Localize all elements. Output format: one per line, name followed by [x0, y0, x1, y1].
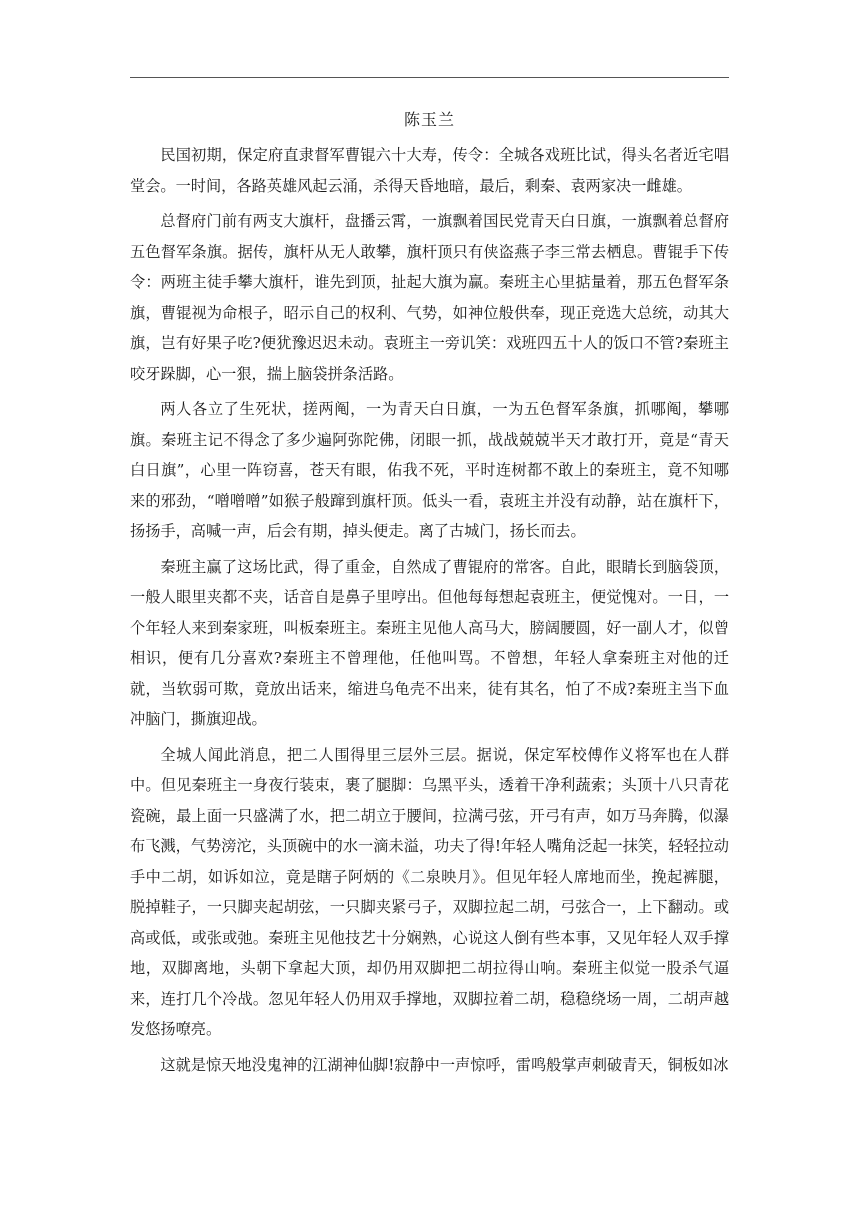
- header-divider: [130, 77, 729, 78]
- article-body: [130, 106, 729, 1085]
- article-title: 陈玉兰: [403, 110, 455, 129]
- paragraph-2: 总督府门前有两支大旗杆，盘播云霄，一旗飘着国民党青天白日旗，一旗飘着总督府五色督军条旗。据传，旗杆从无人敢攀，旗杆顶只有侠盗燕子李三常去栖息。曹锟手下传令：两班主徒手攀大旗杆，谁先到顶，扯起大旗为赢。秦班主心里掂量着，那五色督军条旗，曹锟视为命根子，昭示自己的权利、气势，如神位般供奉，现正竞选大总统，动其大旗，岂有好果子吃?便犹豫迟迟未动。袁班主一旁讥笑：戏班四五十人的饭口不管?秦班主咬牙跺脚，心一狠，揣上脑袋拼条活路。: [130, 212, 729, 383]
- paragraph-3: 两人各立了生死状，搓两阄，一为青天白日旗，一为五色督军条旗，抓哪阄，攀哪旗。秦班主记不得念了多少遍阿弥陀佛，闭眼一抓，战战兢兢半天才敢打开，竟是“青天白日旗”，心里一阵窃喜，苍天有眼，佑我不死，平时连树都不敢上的秦班主，竟不知哪来的邪劲，“噌噌噌”如猴子般蹿到旗杆顶。低头一看，袁班主并没有动静，站在旗杆下，扬扬手，高喊一声，后会有期，掉头便走。离了古城门，扬长而去。: [130, 400, 729, 540]
- paragraph-4: 秦班主赢了这场比武，得了重金，自然成了曹锟府的常客。自此，眼睛长到脑袋顶，一般人眼里夹都不夹，话音自是鼻子里哼出。但他每每想起袁班主，便觉愧对。一日，一个年轻人来到秦家班，叫板秦班主。秦班主见他人高马大，膀阔腰圆，好一副人才，似曾相识，便有几分喜欢?秦班主不曾理他，任他叫骂。不曾想，年轻人拿秦班主对他的迁就，当软弱可欺，竟放出话来，缩进乌龟壳不出来，徒有其名，怕了不成?秦班主当下血冲脑门，撕旗迎战。: [130, 557, 729, 728]
- paragraph-5: 全城人闻此消息，把二人围得里三层外三层。据说，保定军校傅作义将军也在人群中。但见秦班主一身夜行装束，裹了腿脚：乌黑平头，透着干净利蔬索；头顶十八只青花瓷碗，最上面一只盛满了水，把二胡立于腰间，拉满弓弦，开弓有声，如万马奔腾，似瀑布飞溅，气势滂沱，头顶碗中的水一滴未溢，功夫了得!年轻人嘴角泛起一抹笑，轻轻拉动手中二胡，如诉如泣，竟是瞎子阿炳的《二泉映月》。但见年轻人席地而坐，挽起裤腿，脱掉鞋子，一只脚夹起胡弦，一只脚夹紧弓子，双脚拉起二胡，弓弦合一，上下翻动。或高或低，或张或弛。秦班主见他技艺十分娴熟，心说这人倒有些本事，又见年轻人双手撑地，双脚离地，头朝下拿起大顶，却仍用双脚把二胡拉得山响。秦班主似觉一股杀气逼来，连打几个冷战。忽见年轻人仍用双手撑地，双脚拉着二胡，稳稳绕场一周，二胡声越发悠扬嘹亮。: [130, 745, 729, 1038]
- paragraph-6: 这就是惊天地没鬼神的江湖神仙脚!寂静中一声惊呼，雷鸣般掌声刺破青天，铜板如冰: [160, 1055, 729, 1074]
- paragraph-1: 民国初期，保定府直隶督军曹锟六十大寿，传令：全城各戏班比试，得头名者近宅唱堂会。一时间，各路英雄风起云涌，杀得天昏地暗，最后，剩秦、袁两家决一雌雄。: [130, 146, 729, 195]
